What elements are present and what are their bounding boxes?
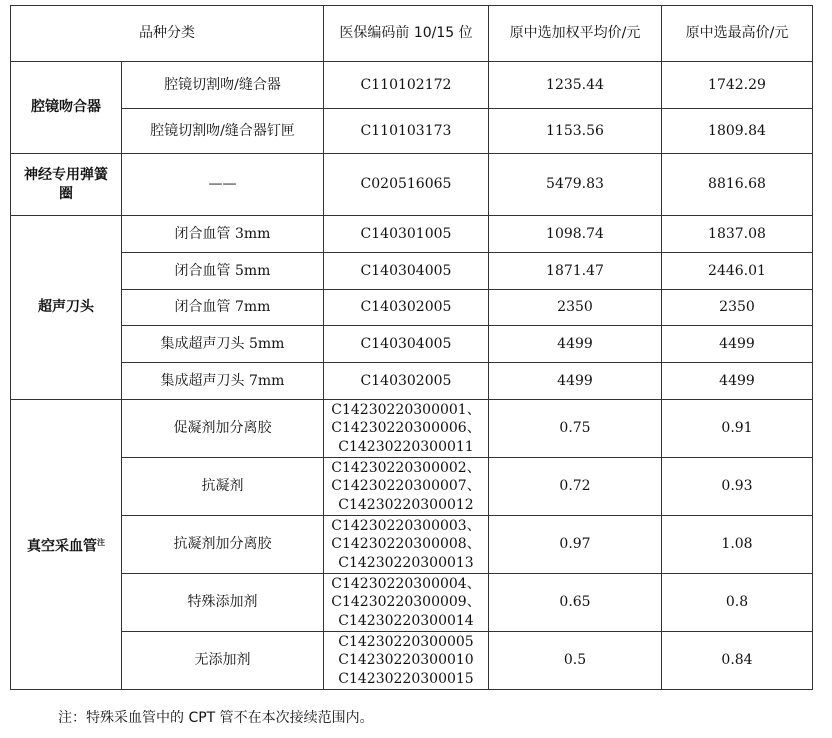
code-line: C14230220300002、 bbox=[331, 459, 481, 476]
table-row bbox=[11, 216, 813, 253]
code-cell bbox=[324, 574, 489, 632]
header-max-price: 原中选最高价/元 bbox=[662, 6, 813, 62]
code-cell bbox=[324, 458, 489, 516]
max-price-cell: 0.91 bbox=[662, 400, 813, 458]
footnote-marker: 注 bbox=[97, 537, 105, 547]
code-cell: C140302005 bbox=[324, 290, 489, 326]
code-cell: C140302005 bbox=[324, 363, 489, 400]
subcategory-cell: 抗凝剂 bbox=[122, 458, 324, 516]
subcategory-cell: 抗凝剂加分离胶 bbox=[122, 516, 324, 574]
table-row bbox=[11, 574, 813, 632]
code-line: C14230220300009、 bbox=[331, 594, 481, 611]
header-category: 品种分类 bbox=[11, 6, 324, 62]
category-cell bbox=[11, 400, 122, 690]
code-line: C14230220300015 bbox=[338, 670, 474, 687]
code-cell: C110102172 bbox=[324, 62, 489, 109]
avg-price-cell: 1098.74 bbox=[489, 216, 662, 253]
table-row bbox=[11, 458, 813, 516]
max-price-cell: 0.84 bbox=[662, 632, 813, 690]
avg-price-cell: 1153.56 bbox=[489, 109, 662, 154]
max-price-cell: 1837.08 bbox=[662, 216, 813, 253]
max-price-cell: 1809.84 bbox=[662, 109, 813, 154]
code-line: C14230220300012 bbox=[338, 496, 474, 513]
table-row bbox=[11, 109, 813, 154]
max-price-cell: 4499 bbox=[662, 363, 813, 400]
price-table bbox=[10, 5, 813, 690]
avg-price-cell: 1235.44 bbox=[489, 62, 662, 109]
table-row bbox=[11, 154, 813, 216]
table-row bbox=[11, 290, 813, 326]
table-row bbox=[11, 326, 813, 363]
max-price-cell: 2446.01 bbox=[662, 253, 813, 290]
code-line: C14230220300011 bbox=[338, 438, 474, 455]
code-cell bbox=[324, 516, 489, 574]
subcategory-cell: 腔镜切割吻/缝合器 bbox=[122, 62, 324, 109]
price-table-container bbox=[10, 5, 813, 690]
subcategory-cell: 闭合血管 7mm bbox=[122, 290, 324, 326]
max-price-cell: 2350 bbox=[662, 290, 813, 326]
header-avg-price: 原中选加权平均价/元 bbox=[489, 6, 662, 62]
max-price-cell: 8816.68 bbox=[662, 154, 813, 216]
header-row bbox=[11, 6, 813, 62]
code-line: C14230220300001、 bbox=[331, 401, 481, 418]
code-line: C14230220300013 bbox=[338, 554, 474, 571]
avg-price-cell: 0.75 bbox=[489, 400, 662, 458]
table-row bbox=[11, 516, 813, 574]
code-cell: C140304005 bbox=[324, 326, 489, 363]
code-cell bbox=[324, 400, 489, 458]
table-row bbox=[11, 632, 813, 690]
max-price-cell: 4499 bbox=[662, 326, 813, 363]
code-line: C14230220300004、 bbox=[331, 575, 481, 592]
code-cell: C140304005 bbox=[324, 253, 489, 290]
subcategory-cell: 无添加剂 bbox=[122, 632, 324, 690]
code-cell: C110103173 bbox=[324, 109, 489, 154]
subcategory-cell: 特殊添加剂 bbox=[122, 574, 324, 632]
code-line: C14230220300007、 bbox=[331, 478, 481, 495]
code-line: C14230220300010 bbox=[338, 652, 474, 669]
code-line: C14230220300003、 bbox=[331, 517, 481, 534]
subcategory-cell: 闭合血管 3mm bbox=[122, 216, 324, 253]
category-cell: 腔镜吻合器 bbox=[11, 62, 122, 154]
table-row bbox=[11, 400, 813, 458]
subcategory-cell: 集成超声刀头 7mm bbox=[122, 363, 324, 400]
code-line: C14230220300008、 bbox=[331, 536, 481, 553]
subcategory-cell: —— bbox=[122, 154, 324, 216]
header-code: 医保编码前 10/15 位 bbox=[324, 6, 489, 62]
code-cell: C020516065 bbox=[324, 154, 489, 216]
avg-price-cell: 0.65 bbox=[489, 574, 662, 632]
footnote: 注：特殊采血管中的 CPT 管不在本次接续范围内。 bbox=[58, 710, 374, 726]
category-cell: 神经专用弹簧圈 bbox=[11, 154, 122, 216]
code-line: C14230220300006、 bbox=[331, 420, 481, 437]
category-label: 真空采血管 bbox=[27, 538, 97, 555]
max-price-cell: 1.08 bbox=[662, 516, 813, 574]
table-row bbox=[11, 253, 813, 290]
avg-price-cell: 4499 bbox=[489, 363, 662, 400]
avg-price-cell: 0.97 bbox=[489, 516, 662, 574]
subcategory-cell: 闭合血管 5mm bbox=[122, 253, 324, 290]
max-price-cell: 0.93 bbox=[662, 458, 813, 516]
avg-price-cell: 0.72 bbox=[489, 458, 662, 516]
category-cell: 超声刀头 bbox=[11, 216, 122, 400]
avg-price-cell: 5479.83 bbox=[489, 154, 662, 216]
subcategory-cell: 集成超声刀头 5mm bbox=[122, 326, 324, 363]
max-price-cell: 0.8 bbox=[662, 574, 813, 632]
avg-price-cell: 2350 bbox=[489, 290, 662, 326]
code-cell bbox=[324, 632, 489, 690]
avg-price-cell: 0.5 bbox=[489, 632, 662, 690]
max-price-cell: 1742.29 bbox=[662, 62, 813, 109]
table-row bbox=[11, 62, 813, 109]
subcategory-cell: 促凝剂加分离胶 bbox=[122, 400, 324, 458]
subcategory-cell: 腔镜切割吻/缝合器钉匣 bbox=[122, 109, 324, 154]
code-line: C14230220300005 bbox=[338, 633, 474, 650]
avg-price-cell: 4499 bbox=[489, 326, 662, 363]
code-cell: C140301005 bbox=[324, 216, 489, 253]
table-row bbox=[11, 363, 813, 400]
avg-price-cell: 1871.47 bbox=[489, 253, 662, 290]
code-line: C14230220300014 bbox=[338, 612, 474, 629]
